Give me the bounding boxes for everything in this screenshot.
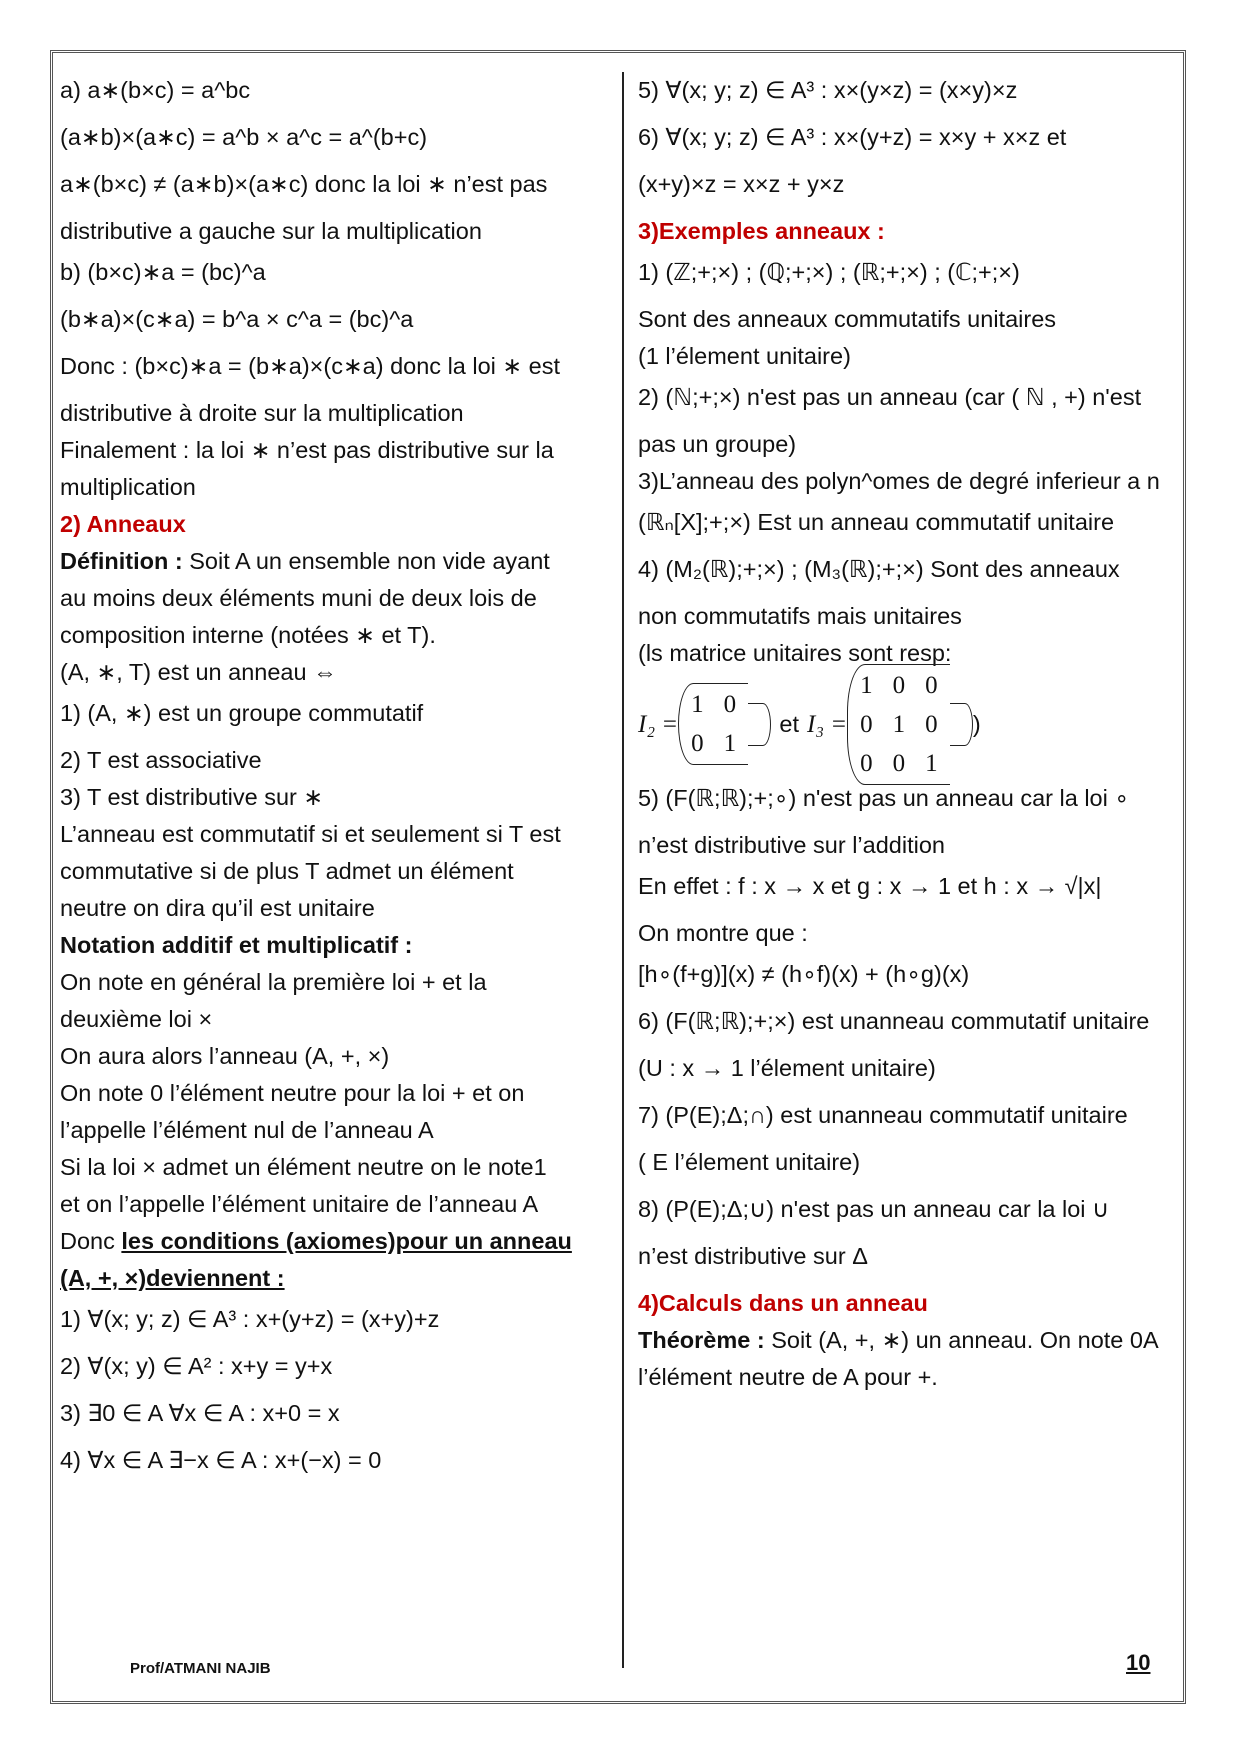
text-line: (ls matrice unitaires sont resp: (638, 640, 952, 666)
text-line: 3) T est distributive sur ∗ (60, 784, 324, 810)
text-line: On note 0 l’élément neutre pour la loi + et on (60, 1080, 525, 1106)
i3-matrix-grid (856, 667, 942, 782)
matrix-entry: 0 (925, 710, 938, 738)
conditions-prefix: Donc (60, 1228, 122, 1254)
text-line: [h∘(f+g)](x) ≠ (h∘f)(x) + (h∘g)(x) (638, 961, 970, 987)
matrix-entry: 0 (860, 710, 873, 738)
matrix-entry: 0 (723, 691, 737, 718)
text-line: 6) ∀(x; y; z) ∈ A³ : x×(y+z) = x×y + x×z et (638, 124, 1067, 150)
definition-keyword: Théorème : (638, 1327, 765, 1353)
text-line: 6) (F(ℝ;ℝ);+;×) est unanneau commutatif unitaire (638, 1008, 1150, 1034)
text-line: 8) (P(E);Δ;∪) n'est pas un anneau car la loi ∪ (638, 1196, 1110, 1222)
text-line: 4) ∀x ∈ A ∃−x ∈ A : x+(−x) = 0 (60, 1447, 382, 1473)
section-heading: 3)Exemples anneaux : (638, 218, 885, 244)
text-line: 5) ∀(x; y; z) ∈ A³ : x×(y×z) = (x×y)×z (638, 77, 1018, 103)
matrix-entry: 0 (892, 671, 906, 699)
text-line: Donc : (b×c)∗a = (b∗a)×(c∗a) donc la loi ∗ est (60, 353, 560, 379)
et-label: et (779, 710, 799, 737)
definition-keyword: Définition : (60, 548, 183, 574)
subheading: Notation additif et multiplicatif : (60, 932, 413, 958)
definition-line (638, 1322, 1186, 1359)
matrix-entry: 1 (723, 730, 737, 757)
text-line: Finalement : la loi ∗ n’est pas distributive sur la (60, 437, 554, 463)
text-line: 2) T est associative (60, 747, 262, 773)
definition-text: Soit (A, +, ∗) un anneau. On note 0A (764, 1327, 1159, 1353)
i3-label: I₃ = (807, 710, 848, 738)
text-line: En effet : f : x → x et g : x → 1 et h : x → √|x| (638, 873, 1102, 899)
text-line: 3) ∃0 ∈ A ∀x ∈ A : x+0 = x (60, 1400, 340, 1426)
matrix-entry: 0 (925, 671, 938, 699)
closing-paren: ) (972, 710, 981, 737)
text-line: l’appelle l’élément nul de l’anneau A (60, 1117, 434, 1143)
i3-matrix-left-paren (847, 664, 950, 785)
matrix-entry: 1 (860, 671, 873, 699)
text-line: n’est distributive sur Δ (638, 1243, 868, 1269)
i2-matrix (678, 683, 771, 765)
right-column (638, 68, 1186, 1396)
text-line: (1 l’élement unitaire) (638, 343, 851, 369)
text-line: Sont des anneaux commutatifs unitaires (638, 306, 1057, 332)
text-line: 3)L’anneau des polyn^omes de degré inferieur a n (638, 468, 1160, 494)
i2-label: I₂ = (638, 710, 679, 738)
text-line: Si la loi × admet un élément neutre on le note1 (60, 1154, 547, 1180)
text-line: pas un groupe) (638, 431, 797, 457)
conditions-title: les conditions (axiomes)pour un anneau (121, 1228, 572, 1254)
column-divider (622, 72, 624, 1668)
conditions-line (60, 1223, 620, 1260)
text-line: neutre on dira qu’il est unitaire (60, 895, 375, 921)
matrix-entry: 0 (892, 749, 906, 777)
section-heading: 2) Anneaux (60, 511, 186, 537)
author-footer: Prof/ATMANI NAJIB (130, 1660, 271, 1677)
text-line: (A, ∗, T) est un anneau ⇔ (60, 659, 337, 685)
definition-line (60, 543, 620, 580)
text-line: deuxième loi × (60, 1006, 213, 1032)
text-line: (b∗a)×(c∗a) = b^a × c^a = (bc)^a (60, 306, 414, 332)
matrix-entry: 0 (860, 749, 873, 777)
text-line: (U : x → 1 l’élement unitaire) (638, 1055, 936, 1081)
text-line: 7) (P(E);Δ;∩) est unanneau commutatif unitaire (638, 1102, 1128, 1128)
matrix-entry: 0 (691, 730, 704, 757)
left-column (60, 68, 620, 1489)
i3-matrix (847, 664, 973, 785)
text-line: multiplication (60, 474, 196, 500)
text-line: 1) (A, ∗) est un groupe commutatif (60, 700, 424, 726)
matrix-entry: 1 (892, 710, 906, 738)
text-line: a∗(b×c) ≠ (a∗b)×(a∗c) donc la loi ∗ n’est pas (60, 171, 548, 197)
text-line: 2) (ℕ;+;×) n'est pas un anneau (car ( ℕ , +) n'est (638, 384, 1142, 410)
section-heading: 4)Calculs dans un anneau (638, 1290, 928, 1316)
text-line: non commutatifs mais unitaires (638, 603, 962, 629)
i3-matrix-right-paren (950, 703, 973, 746)
text-line: 1) ∀(x; y; z) ∈ A³ : x+(y+z) = (x+y)+z (60, 1306, 440, 1332)
text-line: n’est distributive sur l’addition (638, 832, 945, 858)
text-line: 4) (M₂(ℝ);+;×) ; (M₃(ℝ);+;×) Sont des anneaux (638, 556, 1120, 582)
matrix-entry: 1 (691, 691, 704, 718)
i2-matrix-right-paren (748, 703, 771, 746)
text-line: On aura alors l’anneau (A, +, ×) (60, 1043, 390, 1069)
text-line: 1) (ℤ;+;×) ; (ℚ;+;×) ; (ℝ;+;×) ; (ℂ;+;×) (638, 259, 1020, 285)
text-line: a) a∗(b×c) = a^bc (60, 77, 251, 103)
page-number: 10 (1126, 1650, 1151, 1675)
text-line: composition interne (notées ∗ et T). (60, 622, 436, 648)
text-line: distributive à droite sur la multiplication (60, 400, 464, 426)
text-line: b) (b×c)∗a = (bc)^a (60, 259, 266, 285)
text-line: 2) ∀(x; y) ∈ A² : x+y = y+x (60, 1353, 333, 1379)
text-line: commutative si de plus T admet un élément (60, 858, 514, 884)
text-line: distributive a gauche sur la multiplication (60, 218, 482, 244)
text-line: On montre que : (638, 920, 808, 946)
i2-matrix-left-paren (678, 683, 748, 765)
underlined-heading: (A, +, ×)deviennent : (60, 1265, 285, 1291)
text-line: 5) (F(ℝ;ℝ);+;∘) n'est pas un anneau car la loi ∘ (638, 785, 1130, 811)
i2-matrix-grid (687, 686, 740, 762)
text-line: L’anneau est commutatif si et seulement si T est (60, 821, 561, 847)
text-line: l’élément neutre de A pour +. (638, 1364, 938, 1390)
identity-matrices-row (638, 672, 1186, 776)
text-line: au moins deux éléments muni de deux lois de (60, 585, 537, 611)
text-line: et on l’appelle l’élément unitaire de l’anneau A (60, 1191, 539, 1217)
text-line: On note en général la première loi + et la (60, 969, 487, 995)
text-line: ( E l’élement unitaire) (638, 1149, 861, 1175)
text-line: (x+y)×z = x×z + y×z (638, 171, 845, 197)
definition-text: Soit A un ensemble non vide ayant (182, 548, 550, 574)
text-line: (a∗b)×(a∗c) = a^b × a^c = a^(b+c) (60, 124, 428, 150)
matrix-entry: 1 (925, 749, 938, 777)
text-line: (ℝₙ[X];+;×) Est un anneau commutatif unitaire (638, 509, 1115, 535)
